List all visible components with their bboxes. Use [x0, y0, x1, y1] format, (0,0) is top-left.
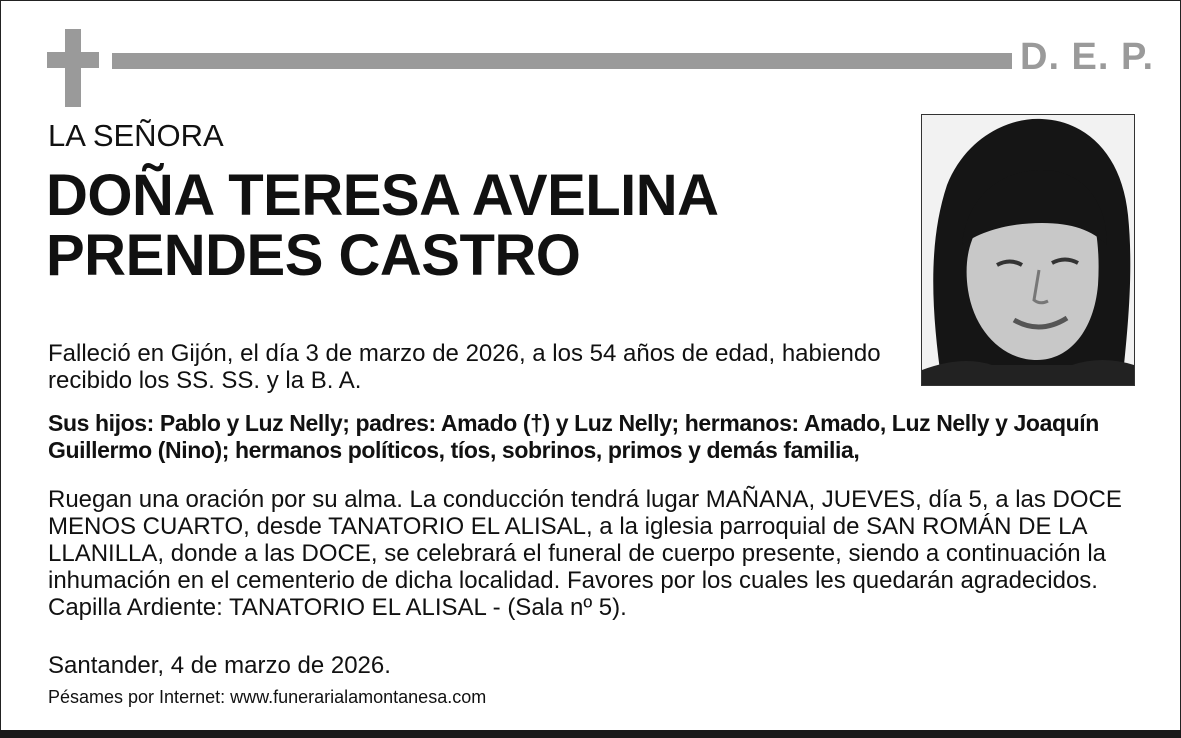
- cross-icon: [47, 29, 99, 107]
- honorific: LA SEÑORA: [48, 118, 224, 153]
- name-line-2: PRENDES CASTRO: [46, 223, 581, 288]
- death-notice: Falleció en Gijón, el día 3 de marzo de 2026, a los 54 años de edad, habiendo recibido los SS. SS. y la B. A.: [48, 340, 881, 394]
- family-list: Sus hijos: Pablo y Luz Nelly; padres: Amado (†) y Luz Nelly; hermanos: Amado, Luz Nelly y Joaquín Guillermo (Nino); hermanos políticos, tíos, sobrinos, primos y demás familia,: [48, 410, 1099, 463]
- bottom-border: [0, 730, 1181, 738]
- condolences-link[interactable]: Pésames por Internet: www.funerarialamontanesa.com: [48, 687, 487, 707]
- place-date: Santander, 4 de marzo de 2026.: [48, 652, 391, 679]
- portrait-photo: [921, 114, 1135, 386]
- name-line-1: DOÑA TERESA AVELINA: [46, 163, 719, 228]
- deceased-name: [46, 163, 719, 288]
- header-rule: [112, 53, 1012, 69]
- dep-label: D. E. P.: [1020, 36, 1155, 78]
- funeral-details: Ruegan una oración por su alma. La conducción tendrá lugar MAÑANA, JUEVES, día 5, a las DOCE MENOS CUARTO, desde TANATORIO EL ALISAL, a la iglesia parroquial de SAN ROMÁN DE LA LLANILLA, donde a las DOCE, se celebrará el funeral de cuerpo presente, siendo a continuación la inhumación en el cementerio de dicha localidad. Favores por los cuales les quedarán agradecidos. Capilla Ardiente: TANATORIO EL ALISAL - (Sala nº 5).: [48, 486, 1122, 621]
